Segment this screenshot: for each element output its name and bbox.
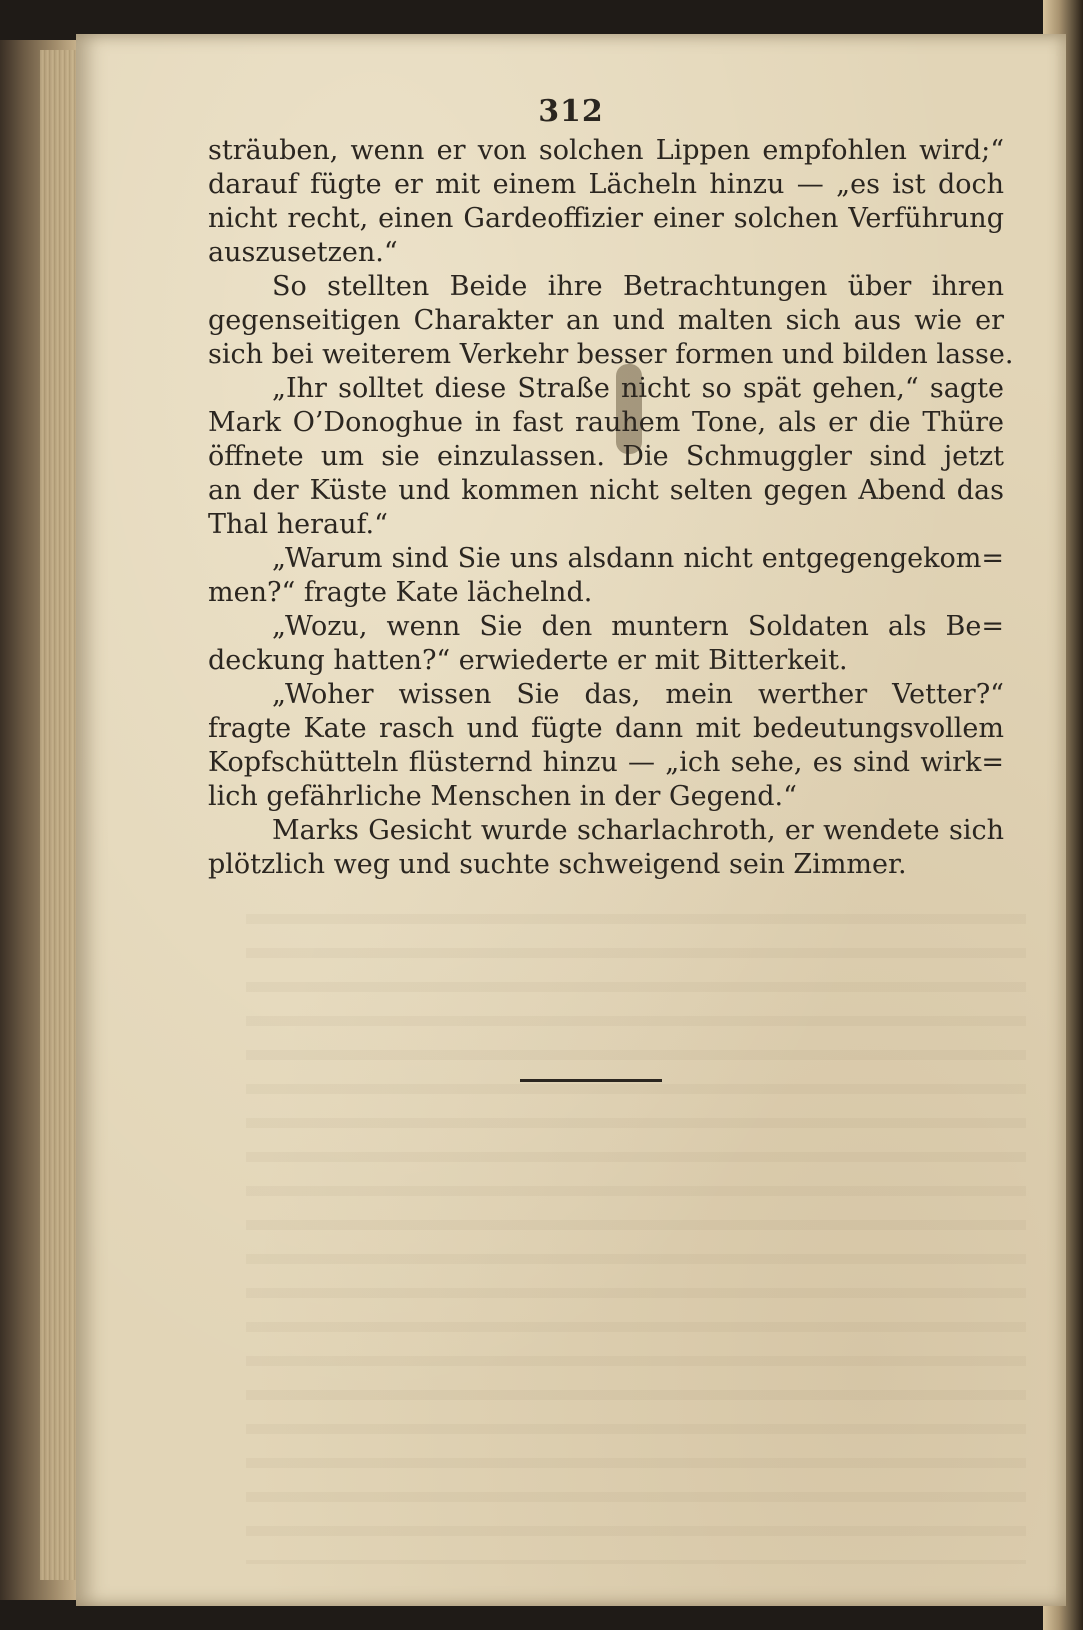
paragraph: [208, 542, 1004, 610]
paragraph: [208, 814, 1004, 882]
text-line: an der Küste und kommen nicht selten gegen Abend das: [208, 475, 1004, 506]
body-text: [208, 134, 1014, 882]
text-line: „Wozu, wenn Sie den muntern Soldaten als Be=: [272, 611, 1004, 642]
text-line: lich gefährliche Menschen in der Gegend.“: [208, 781, 797, 812]
paragraph: [208, 678, 1004, 814]
text-line: auszusetzen.“: [208, 237, 398, 268]
book-page: [76, 34, 1066, 1606]
text-line: öffnete um sie einzulassen. Die Schmuggler sind jetzt: [208, 441, 1004, 472]
page-edges-left: [40, 50, 80, 1580]
text-line: deckung hatten?“ erwiederte er mit Bitterkeit.: [208, 645, 848, 676]
paragraph: [208, 372, 1004, 542]
paragraph: [208, 610, 1004, 678]
text-line: Thal herauf.“: [208, 509, 388, 540]
text-line: Marks Gesicht wurde scharlachroth, er wendete sich: [272, 815, 1004, 846]
text-line: gegenseitigen Charakter an und malten sich aus wie er: [208, 305, 1004, 336]
text-line: darauf fügte er mit einem Lächeln hinzu — „es ist doch: [208, 169, 1004, 200]
text-line: „Woher wissen Sie das, mein werther Vetter?“: [272, 679, 1004, 710]
bleed-through-text: [246, 914, 1026, 1564]
text-line: Mark O’Donoghue in fast rauhem Tone, als er die Thüre: [208, 407, 1004, 438]
text-line: sich bei weiterem Verkehr besser formen und bilden lasse.: [208, 339, 1014, 370]
section-end-rule: [520, 1079, 662, 1082]
text-line: sträuben, wenn er von solchen Lippen empfohlen wird;“: [208, 135, 1004, 166]
text-line: men?“ fragte Kate lächelnd.: [208, 577, 593, 608]
text-line: nicht recht, einen Gardeoffizier einer solchen Verführung: [208, 203, 1004, 234]
text-line: „Warum sind Sie uns alsdann nicht entgegengekom=: [272, 543, 1004, 574]
text-line: fragte Kate rasch und fügte dann mit bedeutungsvollem: [208, 713, 1004, 744]
text-line: So stellten Beide ihre Betrachtungen über ihren: [272, 271, 1004, 302]
page-number: 312: [538, 94, 604, 129]
paragraph: [208, 134, 1004, 270]
text-line: Kopfschütteln flüsternd hinzu — „ich sehe, es sind wirk=: [208, 747, 1004, 778]
text-line: „Ihr solltet diese Straße nicht so spät gehen,“ sagte: [272, 373, 1004, 404]
text-line: plötzlich weg und suchte schweigend sein Zimmer.: [208, 849, 907, 880]
paragraph: [208, 270, 1014, 372]
